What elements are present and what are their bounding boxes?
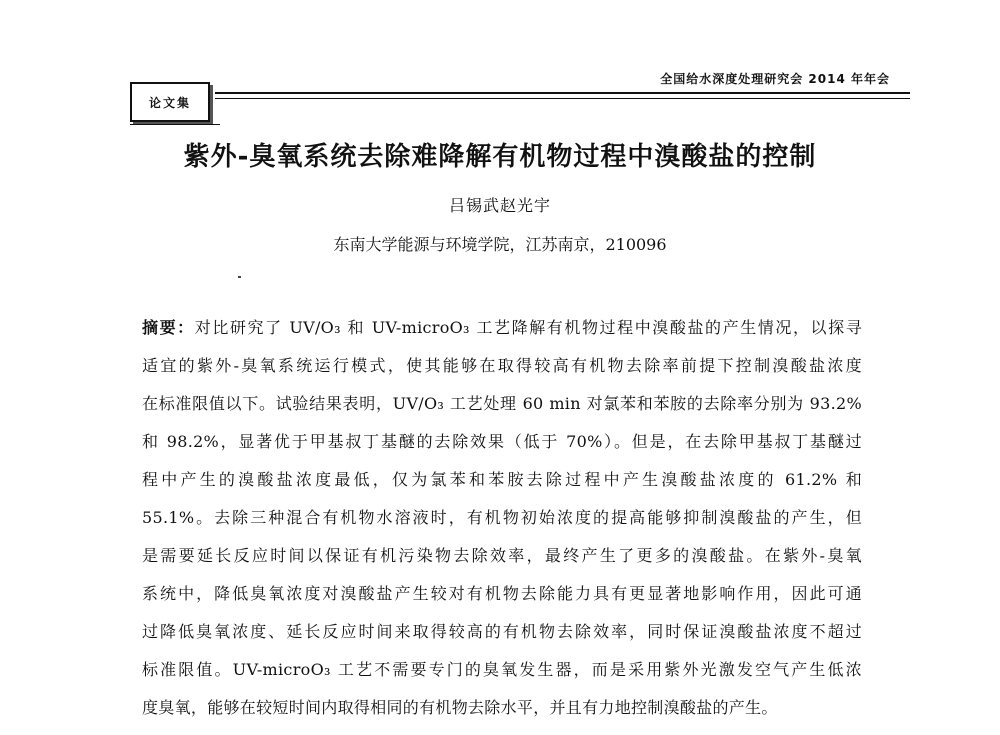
abstract-line: 系统中，降低臭氧浓度对溴酸盐产生较对有机物去除能力具有更显著地影响作用，因此可通: [142, 584, 862, 603]
abstract-line: 适宜的紫外-臭氧系统运行模式，使其能够在取得较高有机物去除率前提下控制溴酸盐浓度: [142, 356, 862, 375]
paper-authors: 吕锡武赵光宇: [448, 196, 551, 215]
abstract-label: 摘要：: [142, 318, 195, 337]
abstract-body: [142, 309, 862, 727]
abstract-line: 和 98.2%，显著优于甲基叔丁基醚的去除效果（低于 70%）。但是，在去除甲基叔丁基醚过: [142, 432, 862, 451]
proceedings-badge: [130, 82, 210, 122]
abstract-line: 在标准限值以下。试验结果表明，UV/O₃ 工艺处理 60 min 对氯苯和苯胺的去除率分别为 93.2%: [142, 394, 862, 413]
abstract-text: 对比研究了 UV/O₃ 和 UV-microO₃ 工艺降解有机物过程中溴酸盐的产生情况，以探寻: [194, 318, 862, 337]
scan-speck: [238, 276, 241, 278]
paper-title: 紫外-臭氧系统去除难降解有机物过程中溴酸盐的控制: [183, 142, 817, 172]
abstract-line: 程中产生的溴酸盐浓度最低，仅为氯苯和苯胺去除过程中产生溴酸盐浓度的 61.2% 和: [142, 470, 862, 489]
abstract-line: [142, 309, 862, 347]
conference-header: 全国给水深度处理研究会 2014 年年会: [660, 72, 890, 86]
badge-underline: [130, 124, 220, 125]
proceedings-badge-label: 论文集: [148, 95, 191, 110]
abstract-line: 过降低臭氧浓度、延长反应时间来取得较高的有机物去除效率，同时保证溴酸盐浓度不超过: [142, 622, 862, 641]
header-rule-thin: [215, 98, 910, 99]
abstract-line: 是需要延长反应时间以保证有机污染物去除效率，最终产生了更多的溴酸盐。在紫外-臭氧: [142, 546, 862, 565]
abstract-line: 55.1%。去除三种混合有机物水溶液时，有机物初始浓度的提高能够抑制溴酸盐的产生，但: [142, 508, 862, 527]
abstract-line: 标准限值。UV-microO₃ 工艺不需要专门的臭氧发生器，而是采用紫外光激发空气产生低浓: [142, 660, 862, 679]
abstract-line: 度臭氧，能够在较短时间内取得相同的有机物去除水平，并且有力地控制溴酸盐的产生。: [142, 698, 778, 717]
paper-affiliation: 东南大学能源与环境学院，江苏南京，210096: [333, 235, 667, 254]
header-rule-thick: [215, 92, 910, 94]
